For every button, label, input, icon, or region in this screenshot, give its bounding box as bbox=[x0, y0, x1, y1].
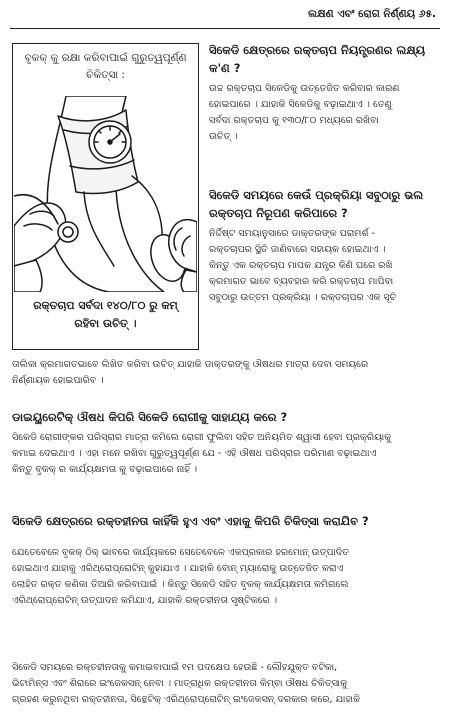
section-2-body bbox=[209, 226, 440, 306]
section-1-heading bbox=[209, 41, 440, 77]
body-line: ସିକେଡି ସମୟରେ ରକ୍ତହୀନତାକୁ କମାଇବାପାଇଁ ୧ମ ପଦକ୍ଷେପ ହେଉଛି - ଲୌହଯୁକ୍ତ ବଟିକା, bbox=[12, 662, 338, 673]
heading-line: କ'ଣ ? bbox=[209, 61, 241, 75]
body-line: ନିର୍ଣ୍ଣାୟକ ହୋଇପାରିବ । bbox=[12, 375, 104, 386]
body-line: ଲୋହିତ ରକ୍ତ କଣିକା ତିଆରି କରିବାପାଇଁ । କିନ୍ତୁ ସିକେଡି ସହିତ ବୃକକ୍ କାର୍ଯ୍ୟକ୍ଷମତା କମିଗଲେ bbox=[12, 579, 349, 590]
body-line: କିନ୍ତୁ ବୃକକ୍ ର କାର୍ଯ୍ୟକ୍ଷମତା କୁ ବଢ଼ାଇପାରେ ନାହିଁ । bbox=[12, 464, 198, 475]
body-line: ଗ୍ରହଣ କରୁନଥିବା ରକ୍ତହୀନତା, ସିନ୍ଥେଟିକ୍ ଏରିଥ୍ରୋପ୍ରୋଟିନ୍ ଇଂଜେକସନ୍ ଦରକାର କରେ, ଯାହାକି bbox=[12, 694, 361, 705]
section-2-body-continued bbox=[12, 357, 440, 389]
body-line: ହୋଇଥାଏ ଯାହାକୁ ଏରିଥ୍ରୋପ୍ରୋଟିନ୍ କୁହାଯାଏ । ଯାହାକି ବୋନ୍ ମ୍ୟାରୋକୁ ଉତ୍ତେଜିତ କରାଏ bbox=[12, 563, 344, 574]
body-line: ରକ୍ତଚାପର ସ୍ଥିତି ଜାଣିବାରେ ସହାୟକ ହୋଇଥାଏ । bbox=[209, 244, 386, 255]
figure-caption-line: ରହିବା ଉଚିତ୍ । bbox=[74, 317, 137, 330]
figure-caption-line: ରକ୍ତଚାପ ସର୍ବଦା ୧୪୦/୮୦ ରୁ କମ୍ bbox=[33, 299, 178, 312]
section-4-heading: ସିକେଡି କ୍ଷେତ୍ରରେ ରକ୍ତହୀନତା କାହିଁକି ହୁଏ ଏବଂ ଏହାକୁ କିପରି ଚିକିତ୍ସା କରାଯିବ ? bbox=[12, 514, 369, 528]
body-line: ଏରିଥ୍ରୋପ୍ରୋଟିନ୍ ଉତ୍ପାଦନ କମିଯାଏ, ଯାହାକି ରକ୍ତହୀନତା ସୃଷ୍ଟିକରେ । bbox=[12, 595, 277, 606]
header-rule bbox=[10, 28, 440, 29]
figure-title bbox=[14, 50, 197, 84]
body-line: ସିକେଡି ରୋଗୀଙ୍କର ପରିସ୍ରାର ମାତ୍ରା କମିଲେ ରୋଗୀ ଫୁଲିବା ସହିତ ଅନିୟମିତ ଶ୍ୱାସୀ ହେବା ପ୍ରକ୍ରିୟାକୁ bbox=[12, 432, 392, 443]
body-line: କିନ୍ତୁ ଏକ ରକ୍ତଚାପ ମାପକ ଯନ୍ତ୍ର କିଣି ଘରେ ରଖି bbox=[209, 260, 393, 271]
blood-pressure-illustration bbox=[14, 96, 197, 292]
body-line: ହୋଇପାରେ । ଯାହାକି ସିକେଡିକୁ ବଢ଼ାଇଥାଏ । ତେଣୁ bbox=[209, 99, 392, 110]
body-line: ଭିଟାମିନ୍ସ ଏବଂ ଶିରାରେ ଇଂଜେକସନ୍ ନେବା । ମାତ୍ରାଧିକ ରକ୍ତହୀନତା କିମ୍ବା ଔଷଧ ଚିକିତ୍ସାକୁ bbox=[12, 678, 348, 689]
body-line: ଉଚିତ୍ । bbox=[209, 131, 238, 142]
heading-line: ରକ୍ତଚାପ ନିରୂପଣ କରିପାରେ ? bbox=[209, 206, 348, 220]
body-line: ତାଲିକା କ୍ରମାଗତଭାବେ ଲିଖିତ କରିବା ଉଚିତ୍ ଯାହାକି ଡାକ୍ତରଙ୍କୁ ଔଷଧର ମାତ୍ରା ଦେବା ସମୟରେ bbox=[12, 359, 369, 370]
body-line: କ୍ରମାଗତ ଭାବେ ବ୍ୟବହାର କରି ରକ୍ତଚାପ ମାପିବା bbox=[209, 276, 394, 287]
section-3-body bbox=[12, 430, 440, 478]
section-4-body bbox=[12, 545, 440, 609]
body-line: କମାଇ ଦେଇଥାଏ । ଏହା ମନେ ରଖିବା ଗୁରୁତ୍ୱପୂର୍ଣ୍ଣ ଯେ - ଏହି ଔଷଧ ପରିସ୍ରାର ପରିମାଣ ବଢ଼ାଇଥାଏ bbox=[12, 448, 377, 459]
body-line: ଯେତେବେଳେ ବୃକକ୍ ଠିକ୍ ଭାବରେ କାର୍ଯ୍ୟକରେ ସେତେବେଳେ ଏକପ୍ରକାର ହରମୋନ୍ ଉତ୍ପାଦିତ bbox=[12, 547, 349, 558]
running-header: ଲକ୍ଷଣ ଏବଂ ରୋଗ ନିର୍ଣ୍ଣୟ ୬୫. bbox=[308, 8, 436, 20]
body-line: ଉଚ୍ଚ ରକ୍ତଚାପ ସିକେଡିକୁ ଉତ୍ତେଜିତ କରିବାର କାରଣ bbox=[209, 83, 400, 94]
figure-caption bbox=[14, 297, 197, 333]
heading-line: ସିକେଡି ସମୟରେ କେଉଁ ପ୍ରକ୍ରିୟା ସବୁଠାରୁ ଭଲ bbox=[209, 188, 424, 202]
figure-title-line: ବୃକକ୍ କୁ ରକ୍ଷା କରିବାପାଇଁ ଗୁରୁତ୍ୱପୂର୍ଣ୍ଣ bbox=[24, 52, 187, 64]
section-2-heading bbox=[209, 186, 440, 222]
body-line: ସବୁଠାରୁ ଉତ୍ତମ ପ୍ରକ୍ରିୟା । ରକ୍ତଚାପର ଏକ ସୂଚି bbox=[209, 292, 397, 303]
section-1-body bbox=[209, 81, 440, 145]
figure-title-line: ଚିକିତ୍ସା : bbox=[86, 69, 125, 81]
heading-line: ସିକେଡି କ୍ଷେତ୍ରରେ ରକ୍ତଚାପ ନିୟନ୍ତ୍ରଣର ଲକ୍ଷ୍ୟ bbox=[209, 43, 426, 57]
section-3-heading: ଡାଇୟୁରେଟିକ୍ ଔଷଧ କିପରି ସିକେଡି ରୋଗୀକୁ ସାହାଯ୍ୟ କରେ ? bbox=[12, 410, 288, 424]
body-line: ନିର୍ଦ୍ଦିଷ୍ଟ ସମୟାନୁସାରେ ଡାକ୍ତରଙ୍କ ପରାମର୍ଶ - bbox=[209, 228, 375, 239]
section-4-body-2 bbox=[12, 660, 440, 708]
body-line: ସର୍ବଦା ରକ୍ତଚାପ କୁ ୧୩୦/୮୦ ମଧ୍ୟରେ ରଖିବା bbox=[209, 115, 379, 126]
